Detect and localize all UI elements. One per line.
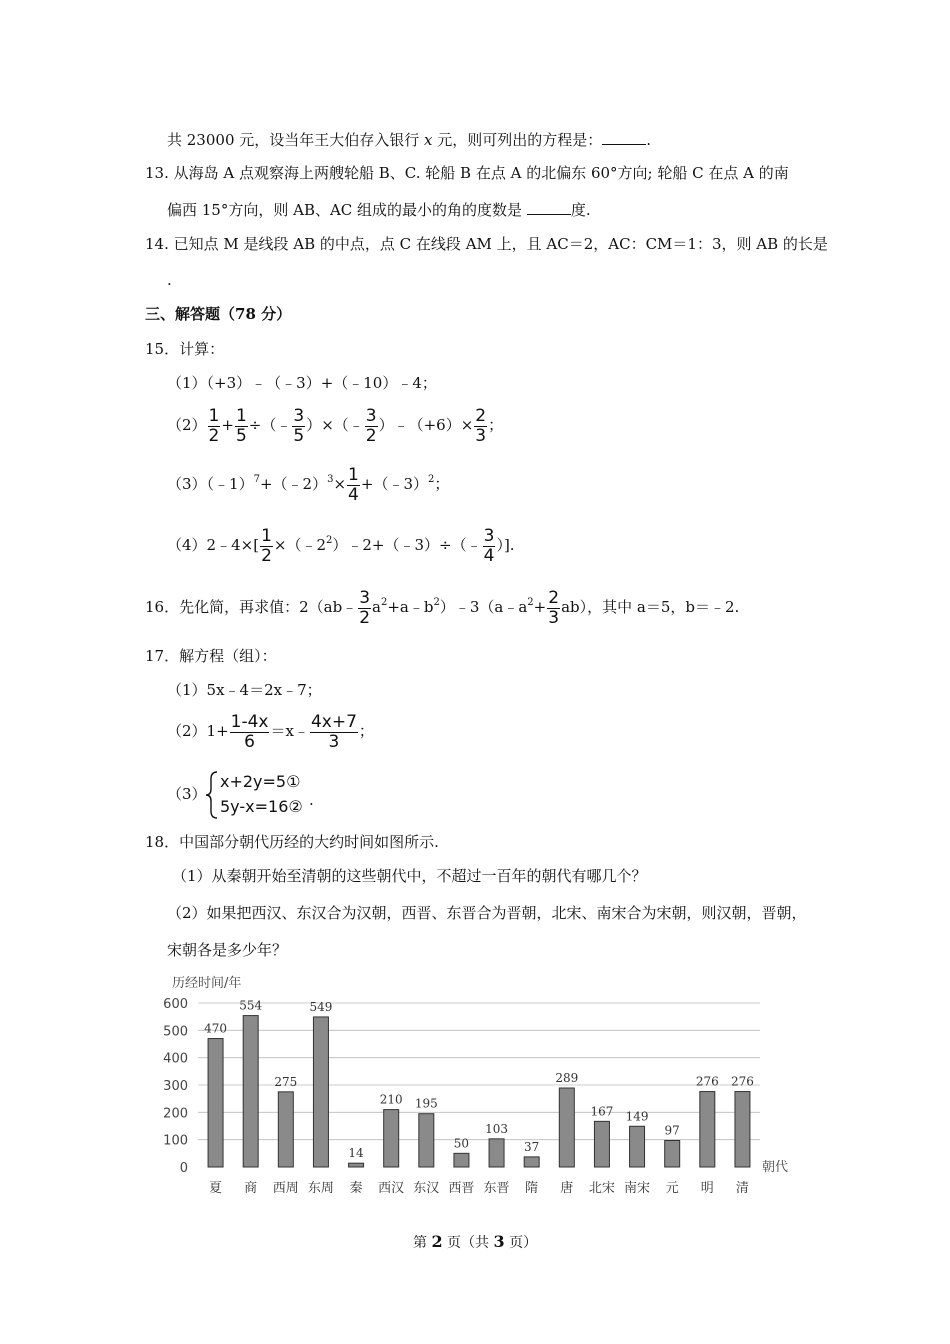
chart-bars [208, 1016, 750, 1167]
q15-2-label: （2） [167, 416, 207, 434]
q15-2-text: ÷（﹣ [248, 416, 292, 434]
bar-value-label: 275 [274, 1074, 298, 1089]
q18-part-1: （1）从秦朝开始至清朝的这些朝代中，不超过一百年的朝代有哪几个？ [172, 867, 647, 885]
bar-value-label: 470 [204, 1021, 228, 1036]
fraction [310, 713, 358, 752]
bar [630, 1126, 645, 1167]
q17-2-semicolon: ； [358, 722, 374, 740]
bar-value-label: 549 [309, 999, 333, 1014]
q15-3-text: +（﹣2） [259, 475, 328, 493]
x-tick-label: 明 [700, 1181, 714, 1196]
bar [208, 1039, 223, 1167]
bar-value-label: 14 [348, 1146, 364, 1161]
bar [524, 1157, 539, 1167]
q16-text: + [533, 598, 547, 616]
footer-text: 页（共 [442, 1235, 494, 1251]
bar [700, 1092, 715, 1167]
x-tick-label: 北宋 [588, 1181, 615, 1196]
numerator: 1 [348, 464, 359, 485]
bar-value-label: 210 [379, 1092, 403, 1107]
q18-part-2-line-1: （2）如果把西汉、东汉合为汉朝，西晋、东晋合为晋朝，北宋、南宋合为宋朝，则汉朝，晋朝， [167, 904, 807, 922]
left-brace-icon [204, 770, 220, 820]
bar-value-label: 50 [453, 1136, 470, 1151]
bar [489, 1139, 504, 1167]
numerator: 1 [235, 405, 247, 426]
bar [594, 1121, 609, 1167]
exponent: 3 [327, 474, 334, 485]
q12-tail-line [167, 130, 651, 150]
x-tick-label: 东汉 [413, 1181, 440, 1196]
q12-text-2: 元，则可列出的方程是： [432, 131, 603, 149]
q13-unit: 度. [570, 201, 591, 219]
bar-value-label: 97 [664, 1123, 680, 1138]
exponent: 7 [253, 474, 260, 485]
q12-text: 共 23000 元，设当年王大伯存入银行 [167, 131, 425, 149]
x-axis-ticks [209, 1180, 749, 1196]
bar [419, 1114, 434, 1167]
fraction [208, 407, 221, 446]
denominator: 2 [208, 425, 220, 446]
fraction [230, 713, 270, 752]
q17-part-1: （1）5x﹣4＝2x﹣7； [167, 681, 322, 699]
bar-value-label: 276 [730, 1074, 754, 1089]
y-axis-label: 历经时间/年 [172, 976, 242, 991]
exponent: 2 [326, 535, 333, 546]
bar-value-label: 37 [524, 1139, 540, 1154]
bar [454, 1153, 469, 1167]
q17-2-text: ＝x﹣ [270, 722, 309, 740]
section-3-heading: 三、解答题（78 分） [145, 305, 292, 323]
y-tick-label: 500 [163, 1024, 188, 1040]
y-tick-label: 0 [179, 1161, 188, 1176]
q12-answer-blank[interactable] [602, 130, 646, 145]
q15-3-semicolon: ； [434, 475, 450, 493]
bar-value-label: 289 [555, 1071, 579, 1086]
bar-value-label: 149 [625, 1109, 649, 1124]
fraction [483, 527, 496, 566]
numerator: 1 [208, 405, 220, 426]
denominator: 5 [235, 425, 247, 446]
denominator: 3 [475, 425, 487, 446]
question-13-line-2 [167, 200, 591, 220]
denominator: 3 [548, 607, 560, 628]
fraction [260, 527, 273, 566]
numerator: 1 [261, 525, 272, 546]
numerator: 1-4x [230, 711, 269, 732]
q15-3-text: × [333, 475, 347, 493]
fraction [365, 407, 378, 446]
fraction [547, 589, 560, 628]
q15-2-text: ）﹣（+6）× [378, 416, 474, 434]
dynasty-duration-bar-chart [160, 965, 800, 1210]
q15-part-4 [167, 526, 515, 566]
x-tick-label: 西汉 [378, 1181, 405, 1196]
fraction [474, 407, 487, 446]
footer-text: 页） [504, 1235, 538, 1251]
y-tick-label: 200 [163, 1106, 188, 1122]
bar-value-label: 167 [590, 1104, 614, 1119]
q18-part-2-line-2: 宋朝各是多少年？ [167, 941, 288, 959]
bar-value-label: 276 [695, 1074, 719, 1089]
q17-2-text: （2）1+ [167, 722, 229, 740]
q15-2-semicolon: ； [488, 416, 504, 434]
x-tick-label: 商 [244, 1181, 258, 1196]
q15-4-text: （4）2﹣4×[ [167, 536, 260, 554]
q15-4-text: ）]. [496, 536, 515, 554]
numerator: 3 [359, 587, 371, 608]
y-tick-label: 100 [163, 1133, 188, 1149]
bar [349, 1163, 364, 1167]
x-tick-label: 夏 [209, 1181, 223, 1196]
question-14-line-2: . [167, 271, 172, 289]
y-tick-label: 600 [163, 997, 188, 1012]
x-axis-label: 朝代 [762, 1160, 789, 1175]
x-tick-label: 东周 [307, 1181, 334, 1196]
exponent: 2 [527, 597, 534, 608]
x-tick-label: 秦 [349, 1181, 363, 1196]
numerator: 2 [548, 587, 560, 608]
numerator: 3 [365, 405, 377, 426]
question-17-heading: 17．解方程（组）： [145, 647, 277, 665]
q15-part-1: （1）（+3）﹣（﹣3）+（﹣10）﹣4； [167, 374, 437, 392]
exponent: 2 [428, 474, 435, 485]
x-tick-label: 东晋 [483, 1181, 510, 1196]
y-tick-label: 400 [163, 1051, 188, 1067]
q16-text: a [372, 598, 381, 616]
q15-2-text: ）×（﹣ [306, 416, 364, 434]
bar [384, 1110, 399, 1167]
numerator: 4x+7 [310, 711, 357, 732]
bar [243, 1016, 258, 1167]
fraction [235, 407, 248, 446]
numerator: 3 [293, 405, 305, 426]
denominator: 2 [261, 545, 272, 566]
y-tick-label: 300 [163, 1079, 188, 1094]
exponent: 2 [380, 597, 388, 608]
page-footer [413, 1232, 537, 1253]
question-13-line-1: 13. 从海岛 A 点观察海上两艘轮船 B、C. 轮船 B 在点 A 的北偏东 60°方向; 轮船 C 在点 A 的南 [145, 164, 789, 182]
q12-period: . [646, 131, 652, 149]
bar-value-label: 195 [414, 1096, 438, 1111]
x-tick-label: 清 [735, 1181, 749, 1196]
denominator: 4 [348, 484, 359, 505]
fraction [292, 407, 305, 446]
x-tick-label: 西晋 [448, 1181, 475, 1196]
question-14-line-1: 14. 已知点 M 是线段 AB 的中点，点 C 在线段 AM 上，且 AC＝2，AC：CM＝1：3，则 AB 的长是 [145, 235, 828, 253]
q17-part-2 [167, 712, 374, 752]
fraction [358, 589, 371, 628]
denominator: 3 [328, 731, 340, 752]
q15-4-text: ）﹣2+（﹣3）÷（﹣ [332, 536, 482, 554]
q15-4-text: ×（﹣2 [273, 536, 327, 554]
q17-3-period: . [309, 791, 314, 809]
q16-text: 16．先化简，再求值：2（ab﹣ [145, 598, 358, 616]
q15-3-text: +（﹣3） [360, 475, 428, 493]
bar [278, 1092, 293, 1167]
q15-part-2: （2） $\frac{1}{2}$ + $\frac{1}{5}$ ÷（﹣ $\frac{3}{5}$ ）×（﹣ $\frac{3}{2}$ ）﹣（+6）× $\frac{2}{3}$ ； [167, 405, 504, 446]
bar [313, 1017, 328, 1167]
q13-answer-blank[interactable] [527, 200, 571, 215]
q13-text: 偏西 15°方向，则 AB、AC 组成的最小的角的度数是 [167, 201, 527, 219]
equation-system-row-1: x+2y=5① [220, 772, 301, 791]
y-axis-ticks [163, 997, 188, 1176]
numerator: 2 [475, 405, 487, 426]
q16-text: +a﹣b [387, 598, 434, 616]
equation-system-row-2: 5y-x=16② [220, 797, 303, 816]
footer-text: 第 [413, 1235, 432, 1251]
bar [559, 1088, 574, 1167]
x-tick-label: 西周 [272, 1181, 299, 1196]
numerator: 3 [483, 525, 495, 546]
x-tick-label: 唐 [560, 1181, 574, 1196]
question-18-heading: 18．中国部分朝代历经的大约时间如图所示. [145, 833, 439, 851]
x-tick-label: 元 [665, 1181, 679, 1196]
q15-3-text: （3）（﹣1） [167, 475, 254, 493]
q17-part-3-label: （3） [167, 785, 207, 803]
q16-text: ）﹣3（a﹣a [439, 598, 528, 616]
bar [665, 1140, 680, 1167]
denominator: 5 [293, 425, 305, 446]
fraction [347, 466, 360, 505]
bar-value-label: 554 [239, 998, 263, 1013]
q16-text: ab），其中 a＝5，b＝﹣2. [561, 598, 740, 616]
bar-value-label: 103 [485, 1121, 509, 1136]
denominator: 4 [483, 545, 495, 566]
denominator: 6 [244, 731, 255, 752]
question-16 [145, 588, 739, 628]
bar [735, 1092, 750, 1167]
question-15-heading: 15．计算： [145, 340, 225, 358]
exponent: 2 [433, 597, 440, 608]
x-tick-label: 隋 [525, 1181, 539, 1196]
page-total: 3 [493, 1232, 505, 1251]
q15-part-3 [167, 465, 449, 505]
denominator: 2 [359, 607, 371, 628]
q12-variable: x [424, 131, 433, 149]
page-number: 2 [431, 1232, 443, 1251]
denominator: 2 [365, 425, 377, 446]
x-tick-label: 南宋 [624, 1181, 651, 1196]
